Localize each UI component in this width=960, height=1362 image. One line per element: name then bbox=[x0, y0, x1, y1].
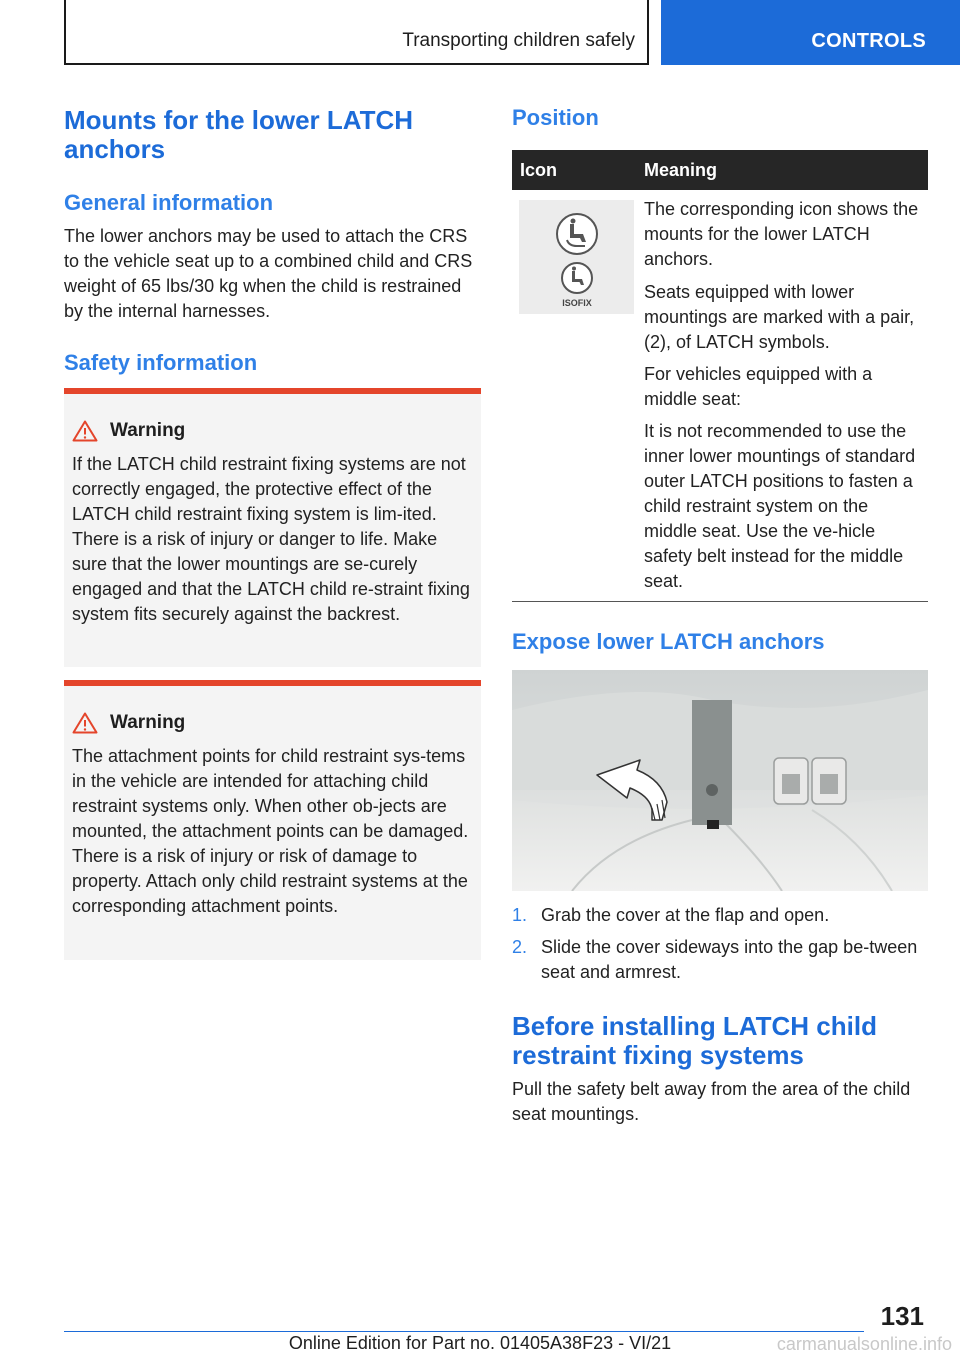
before-installing-text: Pull the safety belt away from the area of the child seat mountings. bbox=[512, 1079, 911, 1124]
page-number: 131 bbox=[880, 1301, 924, 1331]
footer-rule bbox=[64, 1331, 864, 1332]
meaning-para-2: Seats equipped with lower mountings are marked with a pair, (2), of LATCH symbols. bbox=[644, 282, 915, 352]
warning-box-1 bbox=[64, 388, 481, 667]
warning-label: Warning bbox=[110, 712, 186, 733]
expose-heading: Expose lower LATCH anchors bbox=[512, 629, 825, 654]
position-heading: Position bbox=[512, 105, 599, 130]
table-bottom-rule bbox=[512, 601, 928, 602]
column-header-icon: Icon bbox=[520, 160, 558, 180]
seat-latch-photo bbox=[512, 670, 928, 891]
table-header bbox=[512, 150, 928, 190]
latch-child-seat-icon bbox=[519, 200, 634, 314]
warning-triangle-icon bbox=[72, 712, 98, 734]
safety-info-heading: Safety information bbox=[64, 350, 258, 375]
meaning-para-3: For vehicles equipped with a middle seat: bbox=[644, 364, 873, 409]
step-number: 1. bbox=[512, 905, 528, 925]
watermark: carmanualsonline.info bbox=[776, 1334, 952, 1354]
warning-text: If the LATCH child restraint fixing systems are not correctly engaged, the protective effect of the LATCH child restraint fixing system is lim-ited. There is a risk of injury or danger to life. Make sure that the lower mountings are se-curely engaged and that the LATCH child re-straint fixing system fits securely against the backrest. bbox=[72, 454, 470, 624]
general-info-text: The lower anchors may be used to attach the CRS to the vehicle seat up to a combined child and CRS weight of 65 lbs/30 kg when the child is restrained by the internal harnesses. bbox=[64, 226, 473, 321]
latch-icon-cell bbox=[519, 200, 634, 314]
edition-text: Online Edition for Part no. 01405A38F23 - VI/21 bbox=[288, 1333, 672, 1353]
before-installing-heading: Before installing LATCH child restraint fixing systems bbox=[512, 1011, 877, 1070]
warning-text: The attachment points for child restraint sys-tems in the vehicle are intended for attaching child restraint systems only. When other ob-jects are mounted, the attachment points can be damaged. There is a risk of injury or risk of damage to property. Attach only child restraint systems at the corresponding attachment points. bbox=[72, 746, 469, 916]
warning-triangle-icon bbox=[72, 420, 98, 442]
header-chapter-box bbox=[64, 0, 649, 65]
section-label: CONTROLS bbox=[811, 30, 926, 52]
general-info-heading: General information bbox=[64, 190, 274, 215]
column-header-meaning: Meaning bbox=[644, 160, 718, 180]
warning-label: Warning bbox=[110, 420, 186, 441]
step-text: Slide the cover sideways into the gap be-tween seat and armrest. bbox=[541, 937, 918, 982]
step-text: Grab the cover at the flap and open. bbox=[541, 905, 830, 925]
mounts-heading: Mounts for the lower LATCH anchors bbox=[64, 105, 414, 164]
isofix-text: ISOFIX bbox=[562, 298, 592, 308]
meaning-para-4: It is not recommended to use the inner lower mountings of standard outer LATCH positions to fasten a child restraint system on the middle seat. Use the ve-hicle safety belt instead for the middle seat. bbox=[644, 421, 916, 591]
header-section-tab bbox=[661, 0, 960, 65]
meaning-para-1: The corresponding icon shows the mounts for the lower LATCH anchors. bbox=[644, 199, 919, 269]
chapter-title: Transporting children safely bbox=[402, 30, 635, 51]
step-number: 2. bbox=[512, 937, 528, 957]
warning-box-2 bbox=[64, 680, 481, 960]
